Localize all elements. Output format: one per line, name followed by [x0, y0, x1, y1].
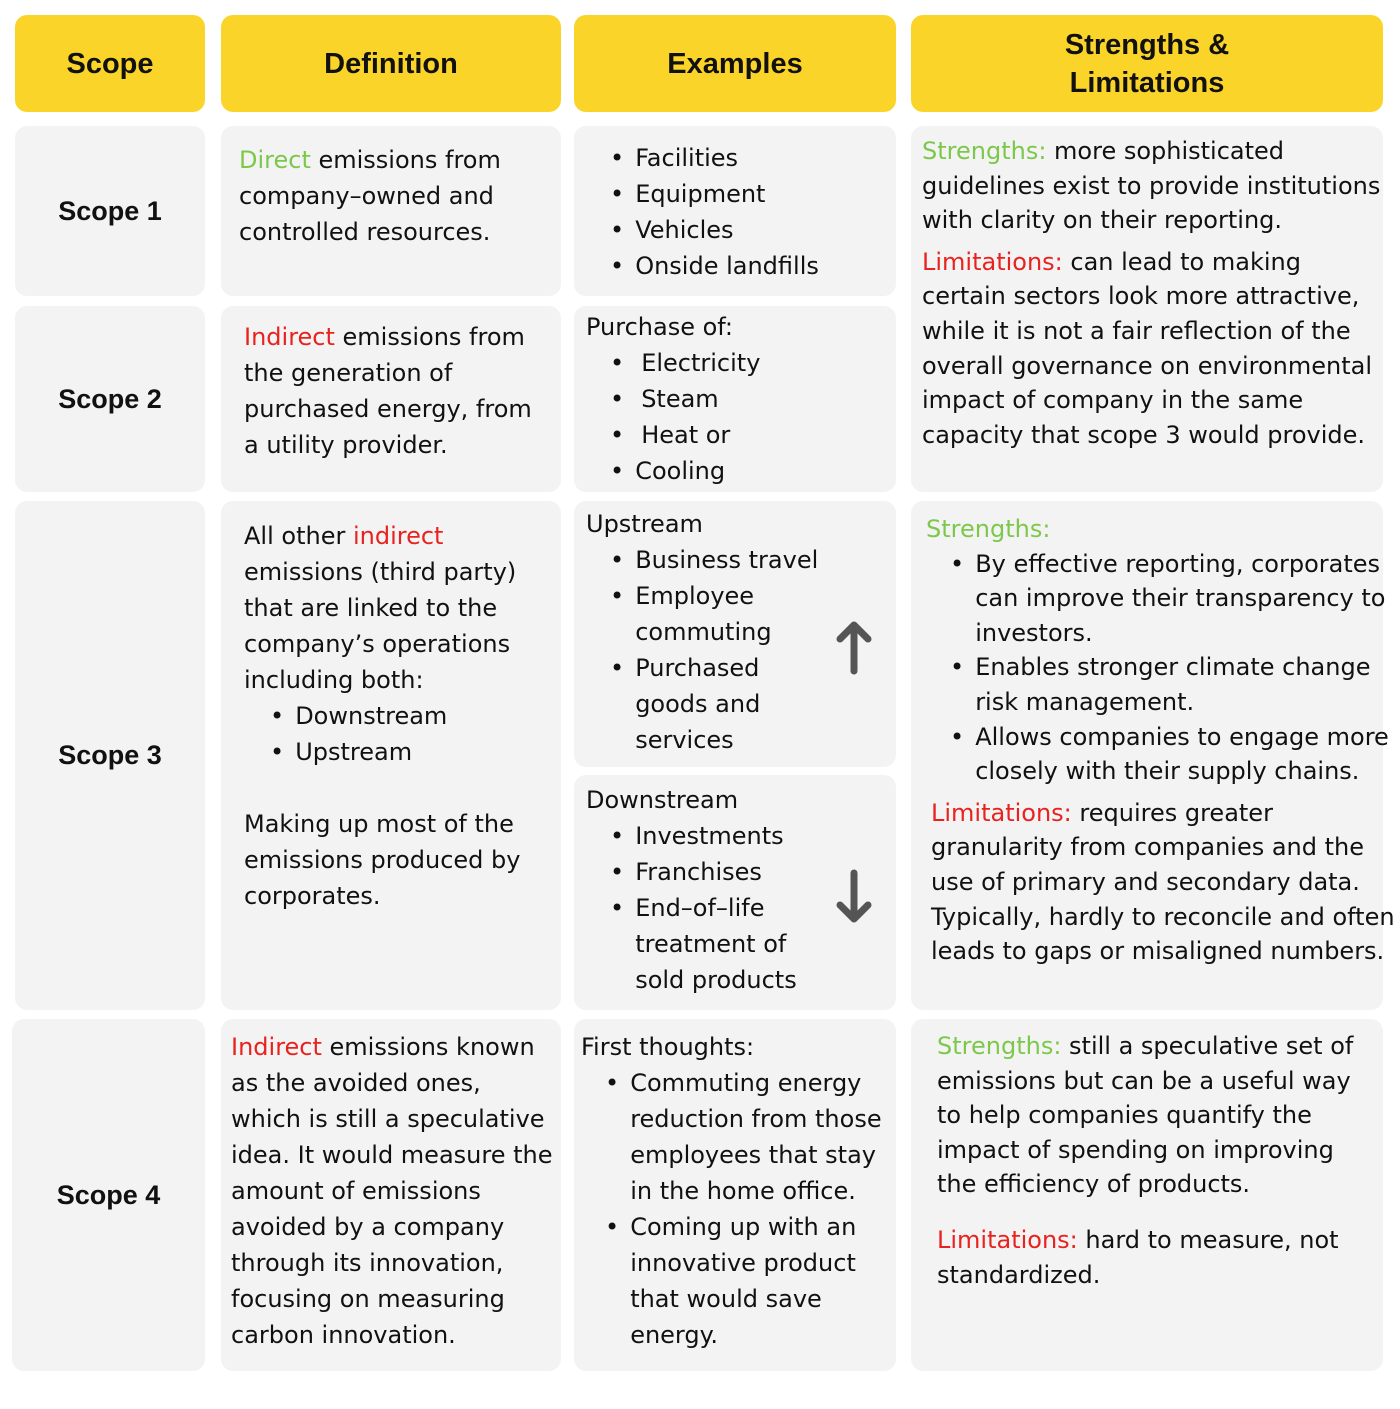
- sl4-limitations-line2: standardized.: [937, 1260, 1101, 1289]
- examples-1-list: [610, 140, 819, 284]
- examples-3-downstream-text: [586, 782, 797, 998]
- header-strengths-limitations: [911, 15, 1383, 112]
- sl3-limitations-line5: leads to gaps or misaligned numbers.: [931, 937, 1385, 966]
- definition-3-line5: including both:: [244, 666, 424, 694]
- scope-4-cell: [12, 1019, 205, 1371]
- definition-4-line1: emissions known: [321, 1033, 535, 1061]
- sl12-limitations-line4: overall governance on environmental: [922, 351, 1372, 380]
- definition-4-line8: focusing on measuring: [231, 1285, 505, 1313]
- scope-1-cell: [15, 126, 205, 296]
- scope-3-label: Scope 3: [58, 740, 162, 770]
- header-scope-label: Scope: [66, 47, 154, 80]
- sl4-text: [937, 1029, 1353, 1292]
- upstream-item: [610, 542, 818, 578]
- header-scope: [15, 15, 205, 112]
- sl4-strengths-line4: impact of spending on improving: [937, 1135, 1334, 1164]
- definition-3-line3: that are linked to the: [244, 594, 498, 622]
- downstream-item: [610, 890, 797, 998]
- sl4-limitations-label: Limitations:: [937, 1225, 1078, 1254]
- examples-1-item: • Facilities: [610, 140, 819, 176]
- examples-4-item-line: in the home office.: [630, 1177, 856, 1205]
- sl12-limitations-line5: impact of company in the same: [922, 386, 1304, 415]
- definition-2-line4: a utility provider.: [244, 431, 448, 459]
- sl3-strength-item: [950, 720, 1395, 789]
- examples-4-item-line: • Commuting energy: [630, 1069, 862, 1097]
- upstream-title: Upstream: [586, 510, 703, 538]
- examples-1-item: • Onside landfills: [610, 248, 819, 284]
- downstream-item-line: treatment of: [635, 930, 787, 958]
- examples-1-item: • Vehicles: [610, 212, 819, 248]
- definition-2-line2: the generation of: [244, 359, 453, 387]
- upstream-list: [610, 542, 818, 758]
- definition-1-text: [239, 142, 501, 250]
- examples-2-title: Purchase of:: [586, 313, 733, 341]
- header-definition-label: Definition: [324, 47, 458, 80]
- examples-2-list: [610, 345, 760, 489]
- sl3-limitations-line2: granularity from companies and the: [931, 833, 1365, 862]
- sl12-text: [922, 134, 1380, 452]
- examples-4-item-line: reduction from those: [630, 1105, 882, 1133]
- upstream-item: [610, 650, 818, 758]
- examples-2-item: [610, 381, 760, 417]
- sl4-strengths-line2: emissions but can be a useful way: [937, 1066, 1351, 1095]
- scope-1-label: Scope 1: [58, 195, 162, 226]
- examples-4-title: First thoughts:: [581, 1033, 755, 1061]
- examples-4-item-line: innovative product: [630, 1249, 856, 1277]
- header-strengths-line2: Limitations: [1069, 66, 1225, 99]
- definition-2-cell: [221, 306, 561, 492]
- definition-1-line2: company–owned and: [239, 182, 494, 210]
- upstream-item-line: • Business travel: [635, 546, 819, 574]
- examples-2-cell: [574, 306, 896, 492]
- sl3-strength-line: • Enables stronger climate change: [975, 653, 1371, 682]
- header-strengths-line1: Strengths &: [1064, 28, 1230, 61]
- definition-3-line4: company’s operations: [244, 630, 511, 658]
- definition-3-line2: emissions (third party): [244, 558, 517, 586]
- definition-4-line3: which is still a speculative: [231, 1105, 545, 1133]
- scope-3-cell: [15, 501, 205, 1010]
- definition-3-pre: All other: [244, 522, 353, 550]
- sl3-strength-line: can improve their transparency to: [975, 584, 1386, 613]
- sl4-strengths-line1: still a speculative set of: [1061, 1032, 1354, 1060]
- sl3-strengths-label: Strengths:: [926, 515, 1051, 543]
- definition-1-line1: emissions from: [310, 146, 501, 174]
- examples-1-cell: [574, 126, 896, 296]
- upstream-item: [610, 578, 818, 650]
- definition-1-highlight: Direct: [239, 146, 311, 174]
- sl3-strength-line: • By effective reporting, corporates: [975, 549, 1381, 578]
- sl12-limitations-label: Limitations:: [922, 247, 1063, 276]
- upstream-item-line: commuting: [635, 618, 772, 646]
- definition-4-line2: as the avoided ones,: [231, 1069, 481, 1097]
- sl12-strengths-line2: guidelines exist to provide institutions: [922, 171, 1381, 200]
- definition-2-line1: emissions from: [334, 323, 525, 351]
- downstream-item-line: • Investments: [635, 822, 784, 850]
- scope-2-cell: [15, 306, 205, 492]
- sl3-strength-line: risk management.: [975, 687, 1195, 716]
- examples-2-item: [610, 453, 760, 489]
- examples-3-upstream-text: [586, 506, 818, 758]
- definition-3-list: [270, 698, 520, 770]
- definition-2-highlight: Indirect: [244, 323, 335, 351]
- sl3-limitations-line3: use of primary and secondary data.: [931, 867, 1360, 896]
- definition-4-cell: [221, 1019, 561, 1371]
- scope-4-label: Scope 4: [56, 1179, 161, 1210]
- sl3-strengths-list: [950, 547, 1395, 789]
- definition-1-line3: controlled resources.: [239, 218, 491, 246]
- strengths-limitations-4-cell: [911, 1019, 1383, 1371]
- strengths-limitations-12-cell: [911, 126, 1383, 492]
- examples-2-item-text: Cooling: [635, 457, 726, 485]
- downstream-list: [610, 818, 797, 998]
- sl3-strength-item: [950, 650, 1395, 719]
- downstream-item-line: • End–of–life: [635, 894, 765, 922]
- sl12-strengths-line3: with clarity on their reporting.: [922, 206, 1283, 235]
- downstream-item: [610, 818, 797, 854]
- sl4-strengths-label: Strengths:: [937, 1032, 1062, 1060]
- upstream-item-line: services: [635, 726, 734, 754]
- definition-4-line4: idea. It would measure the: [231, 1141, 553, 1169]
- definition-4-text: [231, 1029, 553, 1353]
- definition-3-p2-line3: corporates.: [244, 882, 381, 910]
- examples-2-item: [610, 345, 760, 381]
- sl4-strengths-line5: the efficiency of products.: [937, 1170, 1251, 1199]
- sl3-strength-item: [950, 547, 1395, 651]
- examples-4-item-line: employees that stay: [630, 1141, 876, 1169]
- definition-2-line3: purchased energy, from: [244, 395, 532, 423]
- sl4-strengths-line3: to help companies quantify the: [937, 1101, 1312, 1130]
- definition-4-line6: avoided by a company: [231, 1213, 505, 1241]
- sl3-strength-line: investors.: [975, 618, 1093, 647]
- sl3-strength-line: closely with their supply chains.: [975, 757, 1360, 786]
- examples-4-item-line: that would save: [630, 1285, 822, 1313]
- sl12-limitations-line3: while it is not a fair reflection of the: [922, 316, 1351, 345]
- examples-2-text: [586, 309, 760, 489]
- definition-3-text: [244, 518, 520, 914]
- sl12-strengths-line1: more sophisticated: [1046, 137, 1285, 165]
- header-definition: [221, 15, 561, 112]
- definition-2-text: [244, 319, 532, 463]
- header-examples: [574, 15, 896, 112]
- examples-4-item: [605, 1209, 882, 1353]
- definition-3-cell: [221, 501, 561, 1010]
- examples-4-item-line: • Coming up with an: [630, 1213, 857, 1241]
- upstream-item-line: • Purchased: [635, 654, 760, 682]
- sl3-strength-line: • Allows companies to engage more: [975, 722, 1389, 751]
- examples-3-downstream-cell: [574, 775, 896, 1010]
- definition-3-p2-line2: emissions produced by: [244, 846, 521, 874]
- sl12-limitations-line1: can lead to making: [1062, 247, 1301, 276]
- examples-2-item-text: Electricity: [641, 349, 761, 377]
- definition-1-cell: [221, 126, 561, 296]
- arrow-down-icon: [836, 869, 872, 923]
- definition-3-highlight: indirect: [352, 522, 444, 550]
- sl12-limitations-line6: capacity that scope 3 would provide.: [922, 420, 1366, 449]
- upstream-item-line: • Employee: [635, 582, 755, 610]
- examples-4-list: [605, 1065, 882, 1353]
- header-examples-label: Examples: [667, 47, 803, 80]
- sl4-limitations-line1: hard to measure, not: [1077, 1225, 1339, 1254]
- definition-4-highlight: Indirect: [231, 1033, 322, 1061]
- sl12-limitations-line2: certain sectors look more attractive,: [922, 282, 1360, 311]
- sl3-text: [926, 512, 1395, 969]
- examples-1-item: • Equipment: [610, 176, 819, 212]
- definition-4-line9: carbon innovation.: [231, 1321, 456, 1349]
- definition-4-line5: amount of emissions: [231, 1177, 481, 1205]
- examples-4-text: [581, 1029, 882, 1353]
- examples-2-item-text: Steam: [641, 385, 719, 413]
- examples-4-item-line: energy.: [630, 1321, 719, 1349]
- strengths-limitations-3-cell: [911, 501, 1395, 1010]
- sl3-limitations-label: Limitations:: [931, 798, 1072, 827]
- examples-2-item: [610, 417, 760, 453]
- upstream-item-line: goods and: [635, 690, 761, 718]
- downstream-item-line: • Franchises: [635, 858, 762, 886]
- examples-2-item-text: Heat or: [641, 421, 731, 449]
- definition-3-bullet-downstream: • Downstream: [270, 698, 520, 734]
- definition-3-p2-line1: Making up most of the: [244, 810, 514, 838]
- downstream-title: Downstream: [586, 786, 739, 814]
- sl12-strengths-label: Strengths:: [922, 137, 1047, 165]
- definition-3-bullet-upstream: • Upstream: [270, 734, 520, 770]
- examples-4-cell: [574, 1019, 896, 1371]
- examples-4-item: [605, 1065, 882, 1209]
- scope-2-label: Scope 2: [58, 383, 162, 414]
- arrow-up-icon: [836, 621, 872, 675]
- sl3-limitations-line1: requires greater: [1071, 798, 1273, 827]
- examples-3-upstream-cell: [574, 501, 896, 767]
- definition-4-line7: through its innovation,: [231, 1249, 504, 1277]
- sl3-limitations-line4: Typically, hardly to reconcile and often: [931, 902, 1395, 931]
- downstream-item-line: sold products: [635, 966, 797, 994]
- downstream-item: [610, 854, 797, 890]
